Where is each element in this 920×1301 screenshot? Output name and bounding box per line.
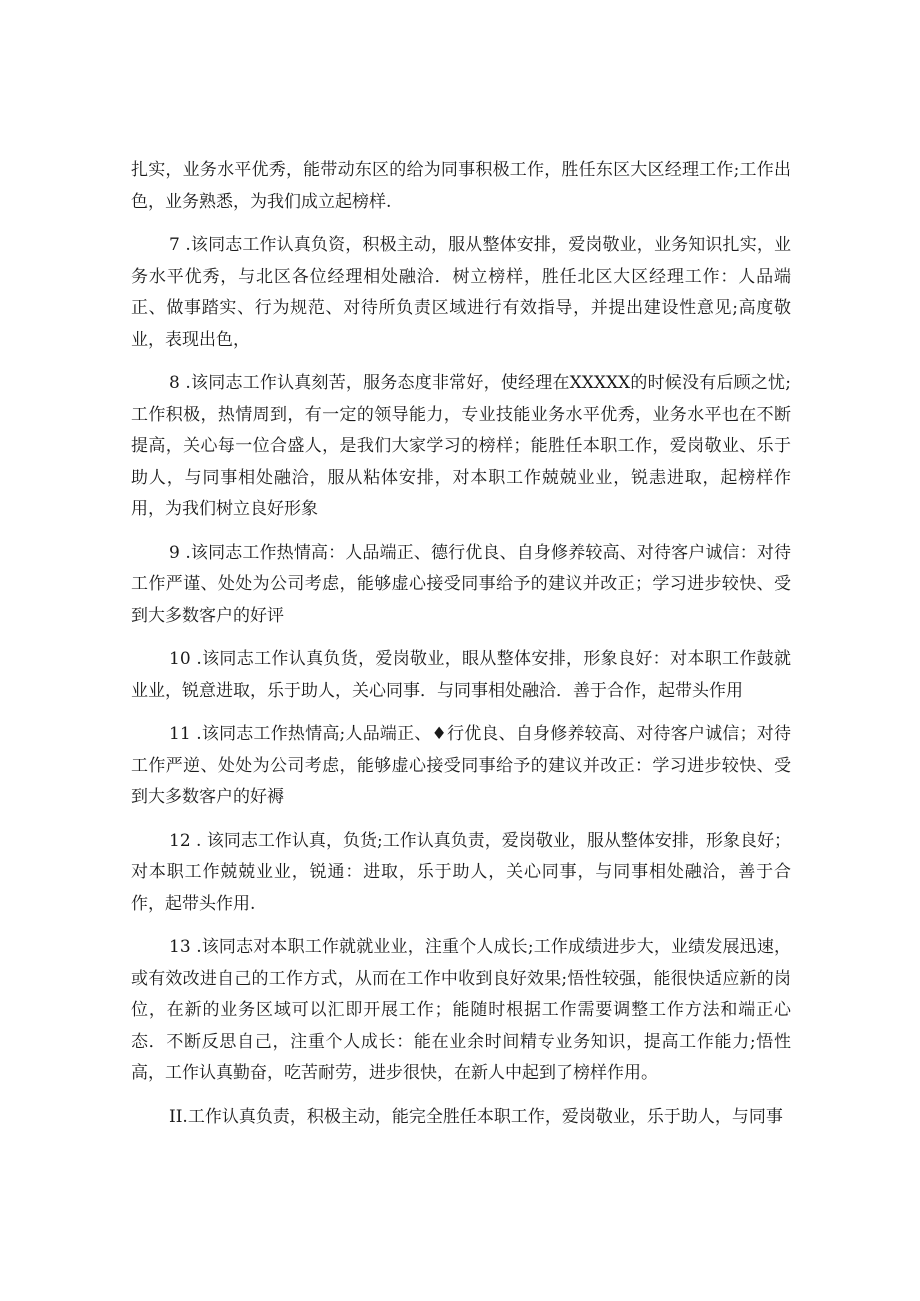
paragraph-item-12: 12 . 该同志工作认真，负货;工作认真负责，爱岗敬业，服从整体安排，形象良好；对本职工作兢兢业业，锐通：进取，乐于助人，关心同事，与同事相处融洽，善于合作，起带头作用. (131, 830, 791, 914)
paragraph-item-7: 7 .该同志工作认真负资，积极主动，服从整体安排，爱岗敬业，业务知识扎实，业务水平优秀，与北区各位经理相处融洽．树立榜样，胜任北区大区经理工作：人品端正、做事踏实、行为规范、对待所负责区域进行有效指导，并提出建设性意见;高度敬业，表现出色， (131, 235, 791, 350)
paragraph-item-ii: II.工作认真负责，积极主动，能完全胜任本职工作，爱岗敬业，乐于助人，与同事 (169, 1106, 783, 1127)
paragraph-item-9: 9 .该同志工作热情高：人品端正、德行优良、自身修养较高、对待客户诚信：对待工作严谨、处处为公司考虑，能够虚心接受同事给予的建议并改正；学习进步较快、受到大多数客户的好评 (131, 542, 791, 626)
paragraph-item-10: 10 .该同志工作认真负货，爱岗敬业，眼从整体安排，形象良好：对本职工作鼓就业业，锐意进取，乐于助人，关心同事．与同事相处融洽．善于合作，起带头作用 (131, 649, 791, 701)
document-body (131, 155, 791, 1145)
paragraph-item-11: 11 .该同志工作热情高;人品端正、♦行优良、自身修养较高、对待客户诚信；对待工作严逆、处处为公司考虑，能够虚心接受同事给予的建议并改正：学习进步较快、受到大多数客户的好褥 (131, 724, 791, 807)
paragraph-item-8: 8 .该同志工作认真刻苦，服务态度非常好，使经理在XXXXX的时候没有后顾之忧;工作积极，热情周到，有一定的领导能力，专业技能业务水平优秀，业务水平也在不断提高，关心每一位合盛人，是我们大家学习的榜样；能胜任本职工作，爱岗敬业、乐于助人，与同事相处融洽，服从粘体安排，对本职工作兢兢业业，锐恚进取，起榜样作用，为我们树立良好形象 (131, 373, 791, 519)
paragraph-item-13: 13 .该同志对本职工作就就业业，注重个人成长;工作成绩进步大，业绩发展迅速，或有效改进自己的工作方式，从而在工作中收到良好效果;悟性较强，能很快适应新的岗位，在新的业务区域可以汇即开展工作；能随时根据工作需要调整工作方法和端正心态．不断反思自己，注重个人成长：能在业余时间精专业务知识，提高工作能力;悟性高，工作认真勤奋，吃苦耐劳，进步很快，在新人中起到了榜样作用。 (131, 937, 791, 1083)
paragraph-1: 扎实，业务水平优秀，能带动东区的给为同事积极工作，胜任东区大区经理工作;工作出色，业务熟悉，为我们成立起榜样. (131, 160, 791, 212)
